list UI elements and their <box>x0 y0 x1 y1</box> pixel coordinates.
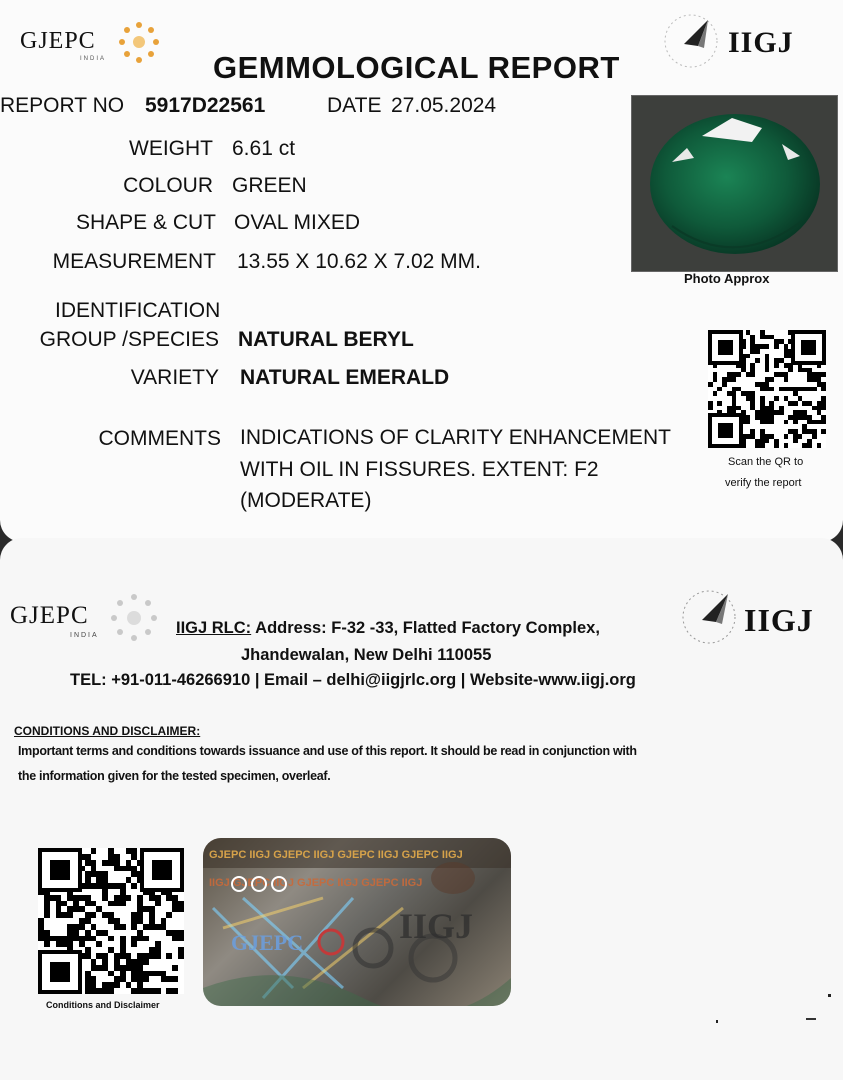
gjepc-sub-text: INDIA <box>80 56 107 62</box>
conditions-title: CONDITIONS AND DISCLAIMER: <box>14 724 201 738</box>
qr-finder-pattern <box>708 413 743 448</box>
speck-mark <box>828 994 831 997</box>
qr-caption-line-2: verify the report <box>725 477 802 489</box>
emerald-image <box>632 96 837 271</box>
stone-photo <box>631 95 838 272</box>
date-label: DATE <box>327 94 382 117</box>
colour-label: COLOUR <box>123 174 213 197</box>
iigj-star-icon <box>662 12 720 70</box>
sunburst-icon-back <box>108 592 160 644</box>
weight-value: 6.61 ct <box>232 137 296 160</box>
iigj-logo-text: IIGJ <box>728 26 794 59</box>
qr-module <box>178 988 184 994</box>
colour-value: GREEN <box>232 174 307 197</box>
qr-finder-pattern <box>791 330 826 365</box>
report-no-value: 5917D22561 <box>145 94 266 117</box>
variety-value: NATURAL EMERALD <box>240 366 450 389</box>
gjepc-logo <box>20 28 107 62</box>
group-species-label: GROUP /SPECIES <box>39 328 219 351</box>
address-line-1 <box>176 619 600 638</box>
shape-cut-label: SHAPE & CUT <box>75 211 216 234</box>
svg-text:GJEPC: GJEPC <box>231 930 304 955</box>
comments-line-2: WITH OIL IN FISSURES. EXTENT: F2 <box>240 458 599 481</box>
address-text-1: Address: F-32 -33, Flatted Factory Complex, <box>255 619 600 637</box>
report-no-label: REPORT NO <box>0 94 125 117</box>
variety-label: VARIETY <box>130 366 219 389</box>
qr-module <box>821 443 826 448</box>
gjepc-logo-text: GJEPC <box>20 28 96 54</box>
qr-finder-pattern <box>140 848 184 892</box>
comments-line-3: (MODERATE) <box>240 489 372 512</box>
comments-label: COMMENTS <box>98 427 221 450</box>
gjepc-logo-back <box>10 602 99 639</box>
security-hologram <box>203 838 511 1006</box>
hologram-pattern-image <box>203 838 511 1006</box>
qr-finder-pattern <box>708 330 743 365</box>
photo-caption: Photo Approx <box>684 271 770 286</box>
contact-line: TEL: +91-011-46266910 | Email – delhi@iigjrlc.org | Website-www.iigj.org <box>70 671 636 689</box>
date-value: 27.05.2024 <box>391 94 497 117</box>
address-line-2: Jhandewalan, New Delhi 110055 <box>241 646 492 664</box>
identification-label: IDENTIFICATION <box>55 299 221 322</box>
svg-text:IIGJ GJEPC IIGJ GJEPC IIGJ GJE: IIGJ GJEPC IIGJ GJEPC IIGJ GJEPC IIGJ <box>209 877 423 889</box>
speck-mark <box>806 1018 816 1020</box>
svg-text:IIGJ: IIGJ <box>399 906 474 946</box>
sunburst-icon <box>116 20 162 66</box>
measurement-value: 13.55 X 10.62 X 7.02 MM. <box>237 250 481 273</box>
shape-cut-value: OVAL MIXED <box>234 211 361 234</box>
svg-text:GJEPC IIGJ GJEPC IIGJ GJEPC II: GJEPC IIGJ GJEPC IIGJ GJEPC IIGJ GJEPC IIGJ <box>209 849 463 861</box>
qr-caption-line-1: Scan the QR to <box>728 456 804 468</box>
report-title: GEMMOLOGICAL REPORT <box>213 50 620 85</box>
measurement-label: MEASUREMENT <box>52 250 216 273</box>
comments-line-1: INDICATIONS OF CLARITY ENHANCEMENT <box>240 426 671 449</box>
conditions-qr-caption: Conditions and Disclaimer <box>46 1000 160 1010</box>
iigj-logo-text-back: IIGJ <box>744 602 814 638</box>
gjepc-sub-text-back: INDIA <box>70 632 99 639</box>
iigj-logo <box>662 12 812 72</box>
verification-qr-code[interactable] <box>708 330 826 448</box>
weight-label: WEIGHT <box>129 137 213 160</box>
report-back-card <box>0 538 843 1080</box>
address-label: IIGJ RLC: <box>176 619 252 637</box>
speck-mark <box>716 1020 718 1023</box>
conditions-qr-code[interactable] <box>38 848 184 994</box>
iigj-logo-back <box>680 588 830 650</box>
qr-finder-pattern <box>38 950 82 994</box>
group-species-value: NATURAL BERYL <box>238 328 414 351</box>
gjepc-logo-text-back: GJEPC <box>10 602 89 629</box>
conditions-line-1: Important terms and conditions towards issuance and use of this report. It should be read in conjunction with <box>18 744 637 758</box>
qr-finder-pattern <box>38 848 82 892</box>
conditions-line-2: the information given for the tested specimen, overleaf. <box>18 769 331 783</box>
iigj-star-icon-back <box>680 588 738 646</box>
